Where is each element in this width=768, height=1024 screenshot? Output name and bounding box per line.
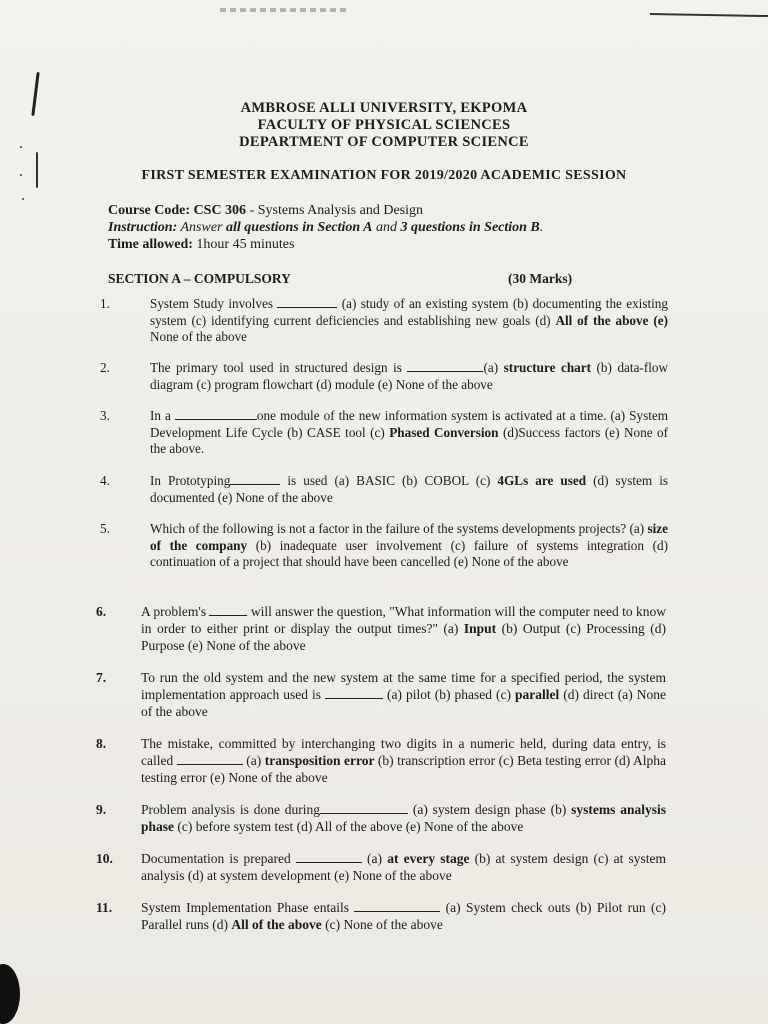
answer-key: 4GLs are used xyxy=(497,473,587,488)
question-number: 3. xyxy=(100,408,110,423)
question-stem: In Prototyping xyxy=(150,473,231,488)
question-options: (b) data-flow diagram (c) program flowchart (d) module (e) None of the above xyxy=(150,360,668,392)
question-options: (c) None of the above xyxy=(321,917,443,932)
answer-blank xyxy=(325,688,383,699)
time-allowed-line xyxy=(108,237,294,253)
question-number: 9. xyxy=(96,802,107,817)
answer-blank xyxy=(177,754,243,765)
answer-key: size of the company xyxy=(150,521,668,553)
question-text xyxy=(150,360,668,393)
faculty-name: FACULTY OF PHYSICAL SCIENCES xyxy=(257,117,511,133)
question-number: 1. xyxy=(100,296,110,311)
question-options: (d) system is documented (e) None of the above xyxy=(150,473,668,505)
instruction-text: 3 questions in Section B xyxy=(400,220,540,235)
question-options: (a) xyxy=(361,851,388,866)
course-code-line xyxy=(108,203,423,219)
question-options: will answer the question, "What information will the computer need to know in order to either print or display the output times?" (a) xyxy=(141,604,666,636)
question-options: (a) system design phase (b) xyxy=(408,802,572,817)
question-number: 4. xyxy=(100,473,110,488)
answer-blank xyxy=(320,803,408,814)
question-stem: The primary tool used in structured design is xyxy=(150,360,408,375)
answer-blank xyxy=(277,297,337,308)
answer-key: systems analysis phase xyxy=(141,802,667,834)
answer-key: parallel xyxy=(515,687,560,702)
question-options: (a) xyxy=(483,360,504,375)
question-text xyxy=(141,603,666,654)
instruction-text: . xyxy=(539,220,544,235)
question-text xyxy=(141,669,666,720)
answer-key: at every stage xyxy=(387,851,470,866)
question-options: (b) transcription error (c) Beta testing error (d) Alpha testing error (e) None of the above xyxy=(141,753,667,785)
question-text xyxy=(141,735,666,786)
answer-blank xyxy=(209,605,247,616)
answer-blank xyxy=(407,361,483,372)
question-number: 11. xyxy=(96,900,113,915)
answer-key: All of the above (e) xyxy=(555,312,668,328)
question-text xyxy=(150,296,668,346)
question-options: (b) Output (c) Processing (d) Purpose (e) None of the above xyxy=(141,621,666,653)
question-stem: System Study involves xyxy=(150,296,278,311)
question-stem: System Implementation Phase entails xyxy=(141,900,355,915)
question-stem: Problem analysis is done during xyxy=(141,802,321,817)
question-options: (a) xyxy=(242,753,265,768)
instruction-text: and xyxy=(372,220,401,235)
scan-smudge xyxy=(220,8,350,12)
question-text xyxy=(150,408,668,458)
answer-key: All of the above xyxy=(231,917,322,932)
answer-blank xyxy=(230,474,280,485)
section-a-marks: (30 Marks) xyxy=(508,271,573,286)
department-name: DEPARTMENT OF COMPUTER SCIENCE xyxy=(239,134,529,150)
question-options: is used (a) BASIC (b) COBOL (c) xyxy=(280,473,498,488)
instruction-label: Instruction: xyxy=(108,220,178,235)
answer-key: structure chart xyxy=(503,360,591,375)
question-stem: In a xyxy=(150,408,175,423)
question-number: 7. xyxy=(96,670,107,685)
section-a-title: SECTION A – COMPULSORY xyxy=(108,271,291,286)
instruction-line xyxy=(108,220,543,236)
question-text xyxy=(150,521,668,571)
question-stem: A problem's xyxy=(141,604,210,619)
question-options: (d) direct (a) None of the above xyxy=(141,687,667,719)
instruction-text: Answer xyxy=(177,220,226,235)
question-text xyxy=(141,850,666,884)
answer-key: transposition error xyxy=(264,753,375,768)
question-stem: Documentation is prepared xyxy=(141,851,296,866)
question-text xyxy=(150,473,668,506)
question-text xyxy=(141,899,666,933)
question-number: 6. xyxy=(96,604,107,619)
question-options: (a) study of an existing system (b) documenting the existing system (c) identifying current deficiencies and establishing new goals (d) xyxy=(150,296,668,328)
question-number: 5. xyxy=(100,521,110,536)
question-text xyxy=(141,801,666,835)
question-number: 10. xyxy=(96,851,113,866)
answer-blank xyxy=(296,852,362,863)
question-stem: The mistake, committed by interchanging two digits in a numeric held, during data entry, is called xyxy=(141,736,666,768)
instruction-text: all questions in Section A xyxy=(226,220,373,235)
course-title: - Systems Analysis and Design xyxy=(246,203,424,218)
question-stem: Which of the following is not a factor in the failure of the systems developments projects? (a) xyxy=(150,521,648,536)
question-options: one module of the new information system is activated at a time. (a) System Development Life Cycle (b) CASE tool (c) xyxy=(150,408,668,440)
time-value: 1hour 45 minutes xyxy=(192,237,295,252)
course-code: Course Code: CSC 306 xyxy=(108,203,247,218)
answer-key: Input xyxy=(463,621,497,636)
question-options: (b) inadequate user involvement (c) failure of systems integration (d) continuation of a project that should have been cancelled (e) None of the above xyxy=(150,537,668,569)
question-options: (a) System check outs (b) Pilot run (c) Parallel runs (d) xyxy=(141,900,666,932)
answer-key: Phased Conversion xyxy=(389,424,499,440)
question-options: (b) at system design (c) at system analysis (d) at system development (e) None of the above xyxy=(141,851,667,883)
question-options: None of the above xyxy=(150,329,248,344)
question-options: (c) before system test (d) All of the above (e) None of the above xyxy=(174,819,524,834)
question-number: 8. xyxy=(96,736,107,751)
university-name: AMBROSE ALLI UNIVERSITY, EKPOMA xyxy=(240,100,528,116)
answer-blank xyxy=(354,901,440,912)
margin-dot xyxy=(22,198,24,200)
time-label: Time allowed: xyxy=(108,237,193,252)
question-options: (d)Success factors (e) None of the above. xyxy=(150,424,669,456)
question-options: (a) pilot (b) phased (c) xyxy=(383,687,516,702)
question-number: 2. xyxy=(100,360,110,375)
answer-blank xyxy=(175,409,257,420)
question-stem: To run the old system and the new system at the same time for a specified period, the system implementation approach used is xyxy=(141,670,666,702)
exam-title: FIRST SEMESTER EXAMINATION FOR 2019/2020 ACADEMIC SESSION xyxy=(141,168,627,183)
